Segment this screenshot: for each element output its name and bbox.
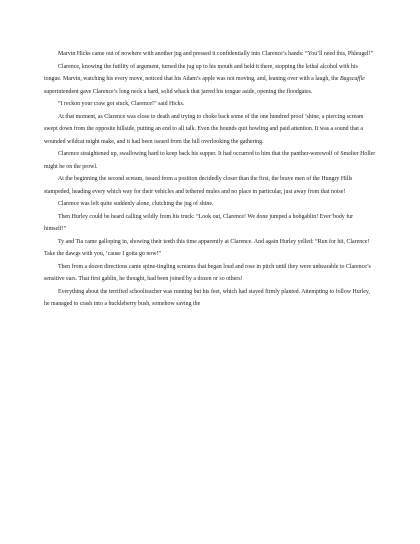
paragraph-9 — [44, 236, 376, 261]
paragraph-3 — [44, 98, 376, 111]
paragraph-text: Then from a dozen directions came spine-tingling screams that began loud and rose in pitch until they were unbearable to Clarence’s sensitive ears. That first gablin, he thought, had been joined by a dozen or so others! — [44, 263, 371, 282]
paragraph-1 — [44, 48, 376, 61]
paragraph-4 — [44, 111, 376, 149]
paragraph-text: At the beginning the second scream, issued from a position decidedly closer than the first, the brave men of the Hungry Hills stampeded, heading every which way for their vehicles and tethered mules and no place in particular, just away from that noise! — [44, 176, 353, 195]
paragraph-text: Then Hurley could be heard calling wildly from his truck: “Look out, Clarence! We done jumped a hobgablin! Ever’body fur himself!” — [44, 213, 354, 232]
paragraph-7 — [44, 198, 376, 211]
paragraph-8 — [44, 211, 376, 236]
paragraph-5 — [44, 148, 376, 173]
paragraph-6 — [44, 173, 376, 198]
paragraph-text: Clarence, knowing the futility of argument, turned the jug up to his mouth and held it there, stopping the lethal alcohol with his tongue. Marvin, watching his every move, noticed that his Adam’s apple was not moving, and, leaning over with a laugh, the — [44, 63, 358, 82]
paragraph-text: Ty and Tia came galloping in, showing their teeth this time apparently at Clarence. And again Hurley yelled: “Run for hit, Clarence! Take the dawgs with you, ’cause I gotta go now!” — [44, 238, 370, 257]
paragraph-10 — [44, 261, 376, 286]
paragraph-text: At that moment, as Clarence was close to death and trying to choke back some of the one hundred proof ’shine, a piercing scream swept down from the opposite hillside, putting an end to all talk. Even the hounds quit howling and paid attention. It was a sound that a wounded wildcat might make, and it had been issued from the hill overlooking the gathering. — [44, 113, 364, 145]
paragraph-text: Everything about the terrified schoolteacher was running but his feet, which had stayed firmly planted. Attempting to follow Hurley, he managed to crash into a huckleberry bush, somehow saving the — [44, 288, 370, 307]
paragraph-text: superintendent gave Clarence’s long neck a hard, solid whack that jarred his tongue aside, opening the floodgates. — [44, 88, 313, 95]
paragraph-text: “I reckon your craw got stuck, Clarence!” said Hicks. — [58, 101, 185, 107]
paragraph-text: Marvin Hicks came out of nowhere with another jug and pressed it confidentially into Clarence’s hands: “You’ll need this, Phleugel!” — [58, 51, 374, 57]
italic-term: Bugscuffle — [339, 76, 365, 82]
paragraph-2 — [44, 61, 376, 99]
paragraph-text: Clarence was left quite suddenly alone, clutching the jug of shine. — [58, 201, 214, 207]
paragraph-text: Clarence straightened up, swallowing hard to keep back his supper. It had occurred to him that the panther-werewolf of Smelter Holler might be on the prowl. — [44, 151, 376, 170]
paragraph-11 — [44, 286, 376, 311]
